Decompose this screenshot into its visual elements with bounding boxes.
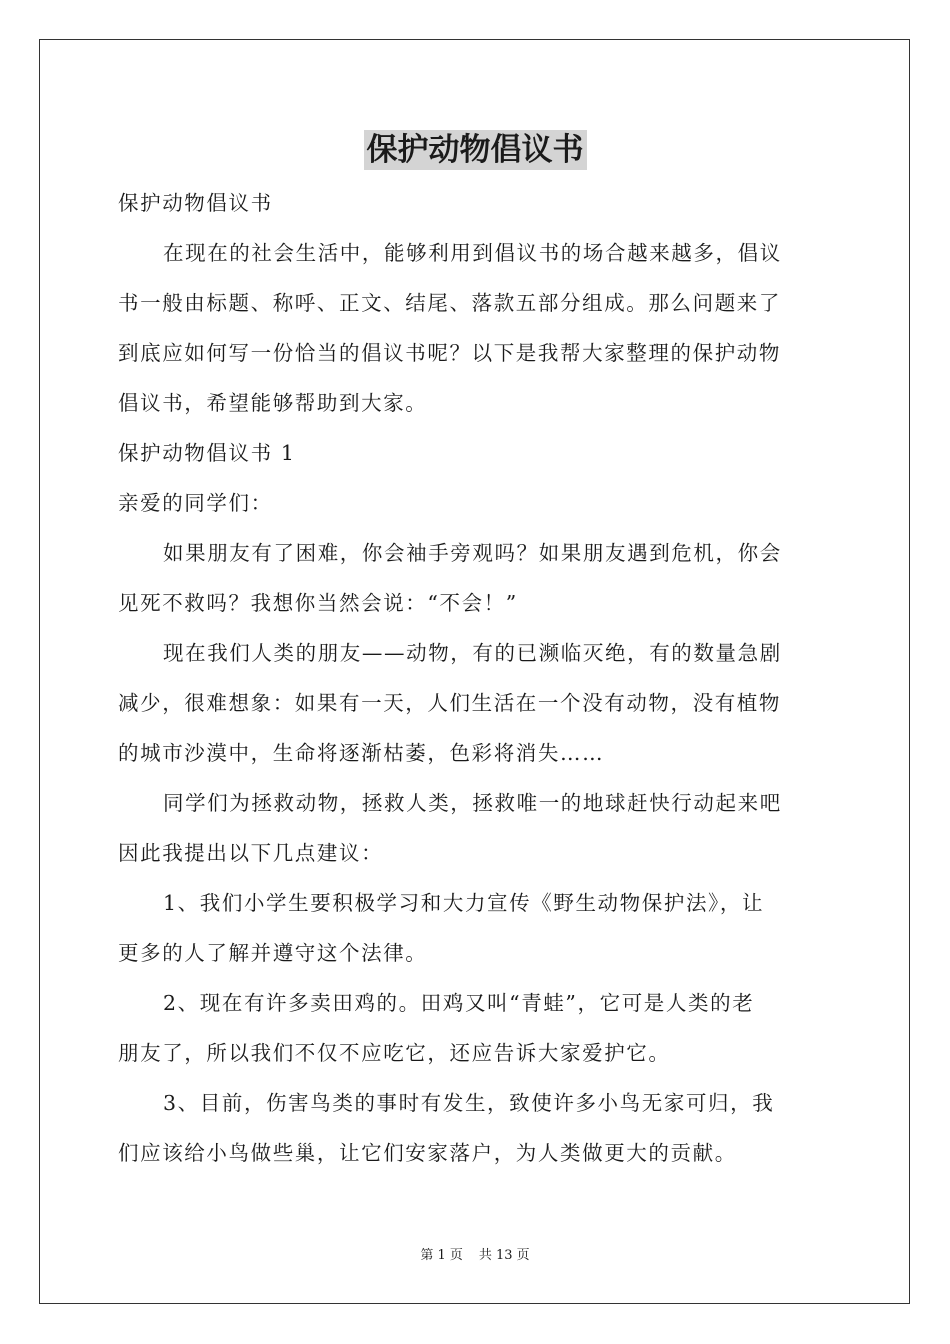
text-line: 朋友了，所以我们不仅不应吃它，还应告诉大家爱护它。 [118,1041,671,1065]
text-line: 同学们为拯救动物，拯救人类，拯救唯一的地球赶快行动起来吧 [163,791,782,815]
text-line: 保护动物倡议书 [118,191,273,215]
text-line: 保护动物倡议书 1 [118,441,296,465]
text-line: 如果朋友有了困难，你会袖手旁观吗？如果朋友遇到危机，你会 [163,541,782,565]
page-total: 共 13 页 [478,1248,530,1263]
text-line: 见死不救吗？我想你当然会说：“不会！” [118,591,518,615]
text-line: 在现在的社会生活中，能够利用到倡议书的场合越来越多，倡议 [163,241,782,265]
text-line: 减少，很难想象：如果有一天，人们生活在一个没有动物，没有植物 [118,691,781,715]
document-body [118,178,834,1178]
text-line: 更多的人了解并遵守这个法律。 [118,941,428,965]
text-line: 因此我提出以下几点建议： [118,841,384,865]
page-number: 第 1 页 [420,1248,463,1263]
document-title [0,128,950,170]
page-footer [0,1244,950,1263]
text-line: 的城市沙漠中，生命将逐渐枯萎，色彩将消失…… [118,741,605,765]
text-line: 亲爱的同学们： [118,491,273,515]
text-line: 到底应如何写一份恰当的倡议书呢？以下是我帮大家整理的保护动物 [118,341,781,365]
text-line: 们应该给小鸟做些巢，让它们安家落户，为人类做更大的贡献。 [118,1141,737,1165]
text-line: 书一般由标题、称呼、正文、结尾、落款五部分组成。那么问题来了 [118,291,781,315]
text-line: 1、我们小学生要积极学习和大力宣传《野生动物保护法》，让 [163,891,765,915]
document-title-text: 保护动物倡议书 [364,130,587,170]
text-line: 2、现在有许多卖田鸡的。田鸡又叫“青蛙”，它可是人类的老 [163,991,755,1015]
text-line: 3、目前，伤害鸟类的事时有发生，致使许多小鸟无家可归，我 [163,1091,775,1115]
text-line: 现在我们人类的朋友——动物，有的已濒临灭绝，有的数量急剧 [163,641,782,665]
text-line: 倡议书，希望能够帮助到大家。 [118,391,428,415]
